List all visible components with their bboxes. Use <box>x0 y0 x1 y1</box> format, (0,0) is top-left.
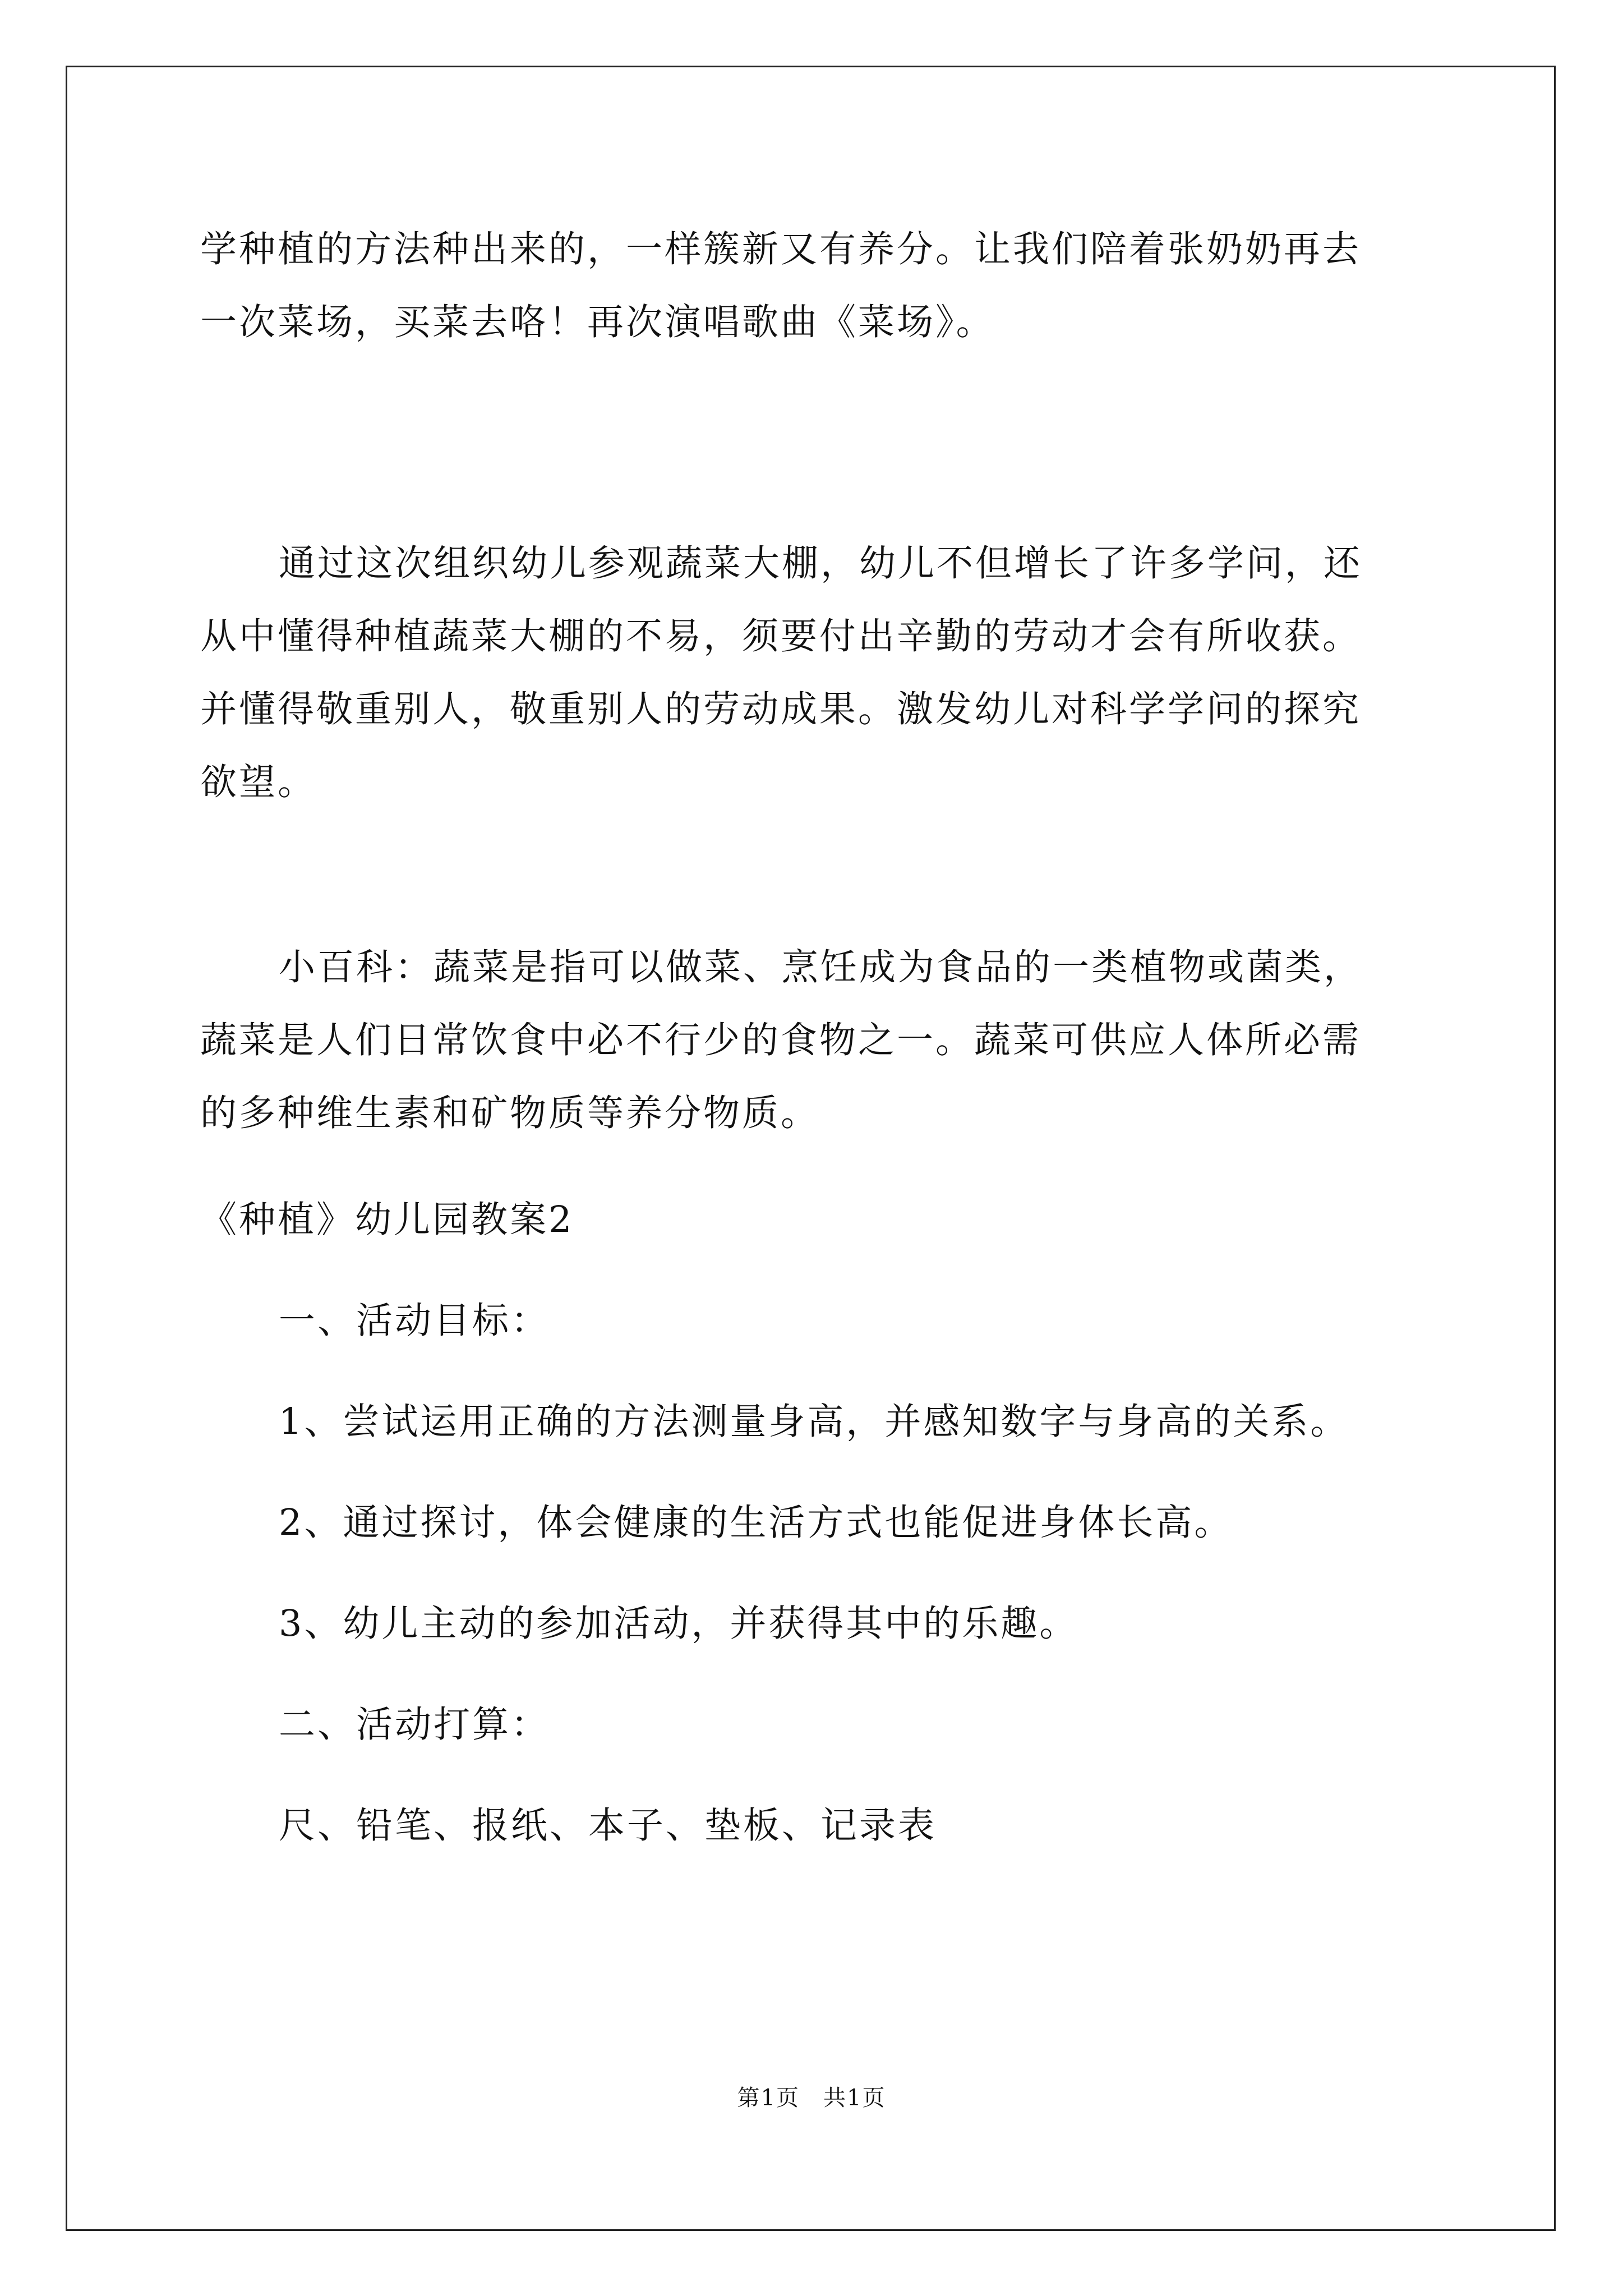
paragraph-line: 从中懂得种植蔬菜大棚的不易，须要付出辛勤的劳动才会有所收获。 <box>200 615 1362 657</box>
paragraph-line: 并懂得敬重别人，敬重别人的劳动成果。激发幼儿对科学学问的探究 <box>200 688 1362 730</box>
paragraph-line: 一次菜场，买菜去咯！再次演唱歌曲《菜场》。 <box>200 301 995 343</box>
paragraph-line: 通过这次组织幼儿参观蔬菜大棚，幼儿不但增长了许多学问，还 <box>279 542 1363 585</box>
paragraph-line: 欲望。 <box>200 761 317 803</box>
list-item: 1、尝试运用正确的方法测量身高，并感知数字与身高的关系。 <box>279 1401 1349 1443</box>
paragraph-line: 学种植的方法种出来的，一样簇新又有养分。让我们陪着张奶奶再去 <box>200 228 1362 270</box>
list-item: 3、幼儿主动的参加活动，并获得其中的乐趣。 <box>279 1603 1078 1645</box>
paragraph-line: 的多种维生素和矿物质等养分物质。 <box>200 1092 820 1134</box>
materials-list: 尺、铅笔、报纸、本子、垫板、记录表 <box>279 1805 937 1847</box>
page-footer: 第1页 共1页 <box>737 2085 886 2111</box>
paragraph-line: 蔬菜是人们日常饮食中必不行少的食物之一。蔬菜可供应人体所必需 <box>200 1019 1362 1061</box>
subheading-objectives: 一、活动目标： <box>279 1300 550 1342</box>
page-border <box>66 66 1556 2231</box>
subheading-preparation: 二、活动打算： <box>279 1704 550 1746</box>
list-item: 2、通过探讨，体会健康的生活方式也能促进身体长高。 <box>279 1502 1233 1544</box>
paragraph-line: 小百科：蔬菜是指可以做菜、烹饪成为食品的一类植物或菌类， <box>279 946 1363 988</box>
section-heading: 《种植》幼儿园教案2 <box>200 1199 574 1241</box>
